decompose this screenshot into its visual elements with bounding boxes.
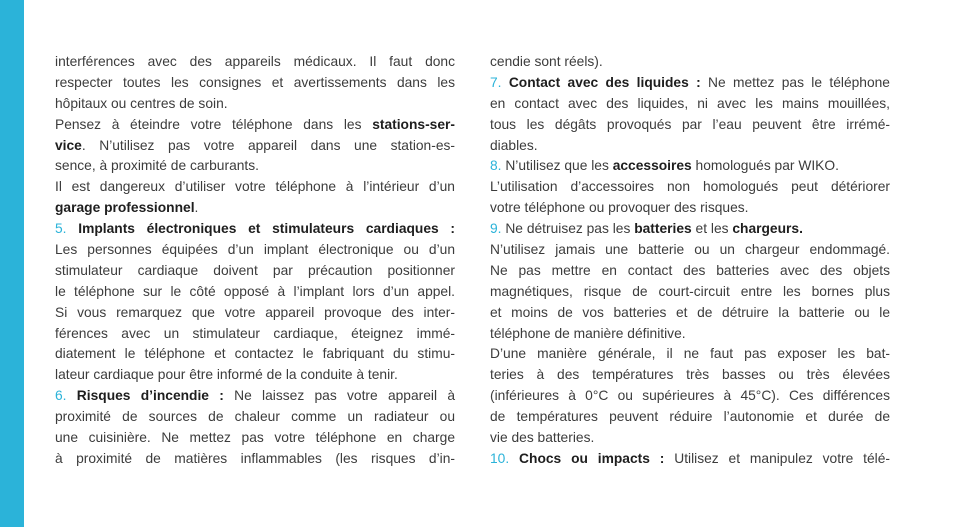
text-line <box>55 261 455 282</box>
text-run: Pensez à éteindre votre téléphone dans les <box>55 116 373 132</box>
section-number: 5. <box>55 221 79 237</box>
text-line <box>55 198 455 219</box>
text-run: vie des batteries. <box>490 430 595 446</box>
text-line <box>55 219 455 240</box>
text-run: en contact avec des liquides, ni avec les mains mouillées, <box>490 95 890 111</box>
text-run: diatement le téléphone et contactez le fabriquant du stimu- <box>55 346 455 362</box>
text-line <box>55 156 455 177</box>
accent-side-bar <box>0 0 24 527</box>
text-run: lateur cardiaque pour être informé de la conduite à tenir. <box>55 367 398 383</box>
bold-term: chargeurs. <box>732 221 803 237</box>
text-line <box>490 344 890 365</box>
text-run: sence, à proximité de carburants. <box>55 158 259 174</box>
text-line <box>55 365 455 386</box>
bold-term: batteries <box>634 221 692 237</box>
left-text-column <box>55 52 455 470</box>
text-run: cendie sont réels). <box>490 54 603 69</box>
text-run: le téléphone sur le côté opposé à l’implant lors d’un appel. <box>55 283 455 299</box>
text-line <box>490 136 890 157</box>
text-line <box>490 386 890 407</box>
bold-term: vice <box>55 137 82 153</box>
text-run: diables. <box>490 137 538 153</box>
text-run: Si vous remarquez que votre appareil provoque des inter- <box>55 304 455 320</box>
text-run: (inférieures à 0°C ou supérieures à 45°C). Ces différences <box>490 388 890 404</box>
text-line <box>55 324 455 345</box>
text-line <box>490 428 890 449</box>
text-run: tous les dégâts provoqués par l’eau peuvent être irrémé- <box>490 116 890 132</box>
section-number: 6. <box>55 388 77 404</box>
text-run: proximité de sources de chaleur comme un radiateur ou <box>55 409 455 425</box>
text-run: Il est dangereux d’utiliser votre téléphone à l’intérieur d’un <box>55 179 455 195</box>
text-run: . N’utilisez pas votre appareil dans une station-es- <box>81 137 455 153</box>
text-run: hôpitaux ou centres de soin. <box>55 95 228 111</box>
text-run: magnétiques, risque de court-circuit entre les bornes plus <box>490 283 890 299</box>
text-run: et les <box>691 221 733 237</box>
text-line <box>490 115 890 136</box>
bold-term: Risques d’incendie : <box>76 388 224 404</box>
section-number: 10. <box>490 450 520 466</box>
text-line <box>55 73 455 94</box>
text-line <box>490 198 890 219</box>
text-line <box>55 449 455 470</box>
text-run: et moins de vos batteries et de détruire la batterie ou le <box>490 304 890 320</box>
text-run: N’utilisez que les <box>505 158 613 174</box>
text-run: interférences avec des appareils médicaux. Il faut donc <box>55 54 455 69</box>
text-run: Ne détruisez pas les <box>505 221 635 237</box>
bold-term: accessoires <box>612 158 692 174</box>
text-run: à proximité de matières inflammables (les risques d’in- <box>55 450 455 466</box>
text-line <box>490 282 890 303</box>
text-run: Ne pas mettre en contact des batteries avec des objets <box>490 262 890 278</box>
section-number: 8. <box>490 158 506 174</box>
text-run: . <box>194 200 199 216</box>
right-text-column <box>490 52 890 470</box>
text-run: N’utilisez jamais une batterie ou un chargeur endommagé. <box>490 242 890 258</box>
text-line <box>55 282 455 303</box>
text-line <box>490 240 890 261</box>
text-run: teries à des températures très basses ou très élevées <box>490 367 890 383</box>
bold-term: stations-ser- <box>372 116 455 132</box>
text-line <box>55 136 455 157</box>
text-line <box>55 428 455 449</box>
text-line <box>490 219 890 240</box>
bold-term: Contact avec des liquides : <box>508 74 701 90</box>
text-line <box>55 52 455 73</box>
text-run: Utilisez et manipulez votre télé- <box>664 450 891 466</box>
text-run: de températures peuvent réduire l’autonomie et durée de <box>490 409 890 425</box>
section-number: 9. <box>490 221 506 237</box>
text-run: L’utilisation d’accessoires non homologués peut détériorer <box>490 179 890 195</box>
text-run: une cuisinière. Ne mettez pas votre téléphone en charge <box>55 430 455 446</box>
text-line <box>55 115 455 136</box>
text-run: Ne laissez pas votre appareil à <box>223 388 456 404</box>
text-run: Les personnes équipées d’un implant électronique ou d’un <box>55 242 455 258</box>
text-line <box>490 303 890 324</box>
text-line <box>490 407 890 428</box>
text-run: homologués par WIKO. <box>691 158 839 174</box>
text-line <box>490 156 890 177</box>
text-run: D’une manière générale, il ne faut pas exposer les bat- <box>490 346 890 362</box>
text-line <box>55 344 455 365</box>
bold-term: garage professionnel <box>55 200 195 216</box>
text-line <box>490 365 890 386</box>
text-line <box>490 449 890 470</box>
text-line <box>490 324 890 345</box>
section-number: 7. <box>490 74 509 90</box>
text-line <box>55 303 455 324</box>
text-line <box>490 52 890 73</box>
text-line <box>55 386 455 407</box>
text-run: téléphone de manière définitive. <box>490 325 686 341</box>
text-line <box>55 407 455 428</box>
bold-term: Chocs ou impacts : <box>519 450 665 466</box>
text-run: respecter toutes les consignes et avertissements dans les <box>55 74 455 90</box>
text-run: Ne mettez pas le téléphone <box>700 74 890 90</box>
text-line <box>55 94 455 115</box>
bold-term: Implants électroniques et stimulateurs cardiaques : <box>78 221 456 237</box>
text-line <box>55 240 455 261</box>
text-run: votre téléphone ou provoquer des risques. <box>490 200 749 216</box>
text-line <box>490 73 890 94</box>
text-line <box>490 177 890 198</box>
text-line <box>490 94 890 115</box>
text-run: férences avec un stimulateur cardiaque, éteignez immé- <box>55 325 455 341</box>
text-line <box>55 177 455 198</box>
text-line <box>490 261 890 282</box>
text-run: stimulateur cardiaque doivent par précaution positionner <box>55 262 455 278</box>
